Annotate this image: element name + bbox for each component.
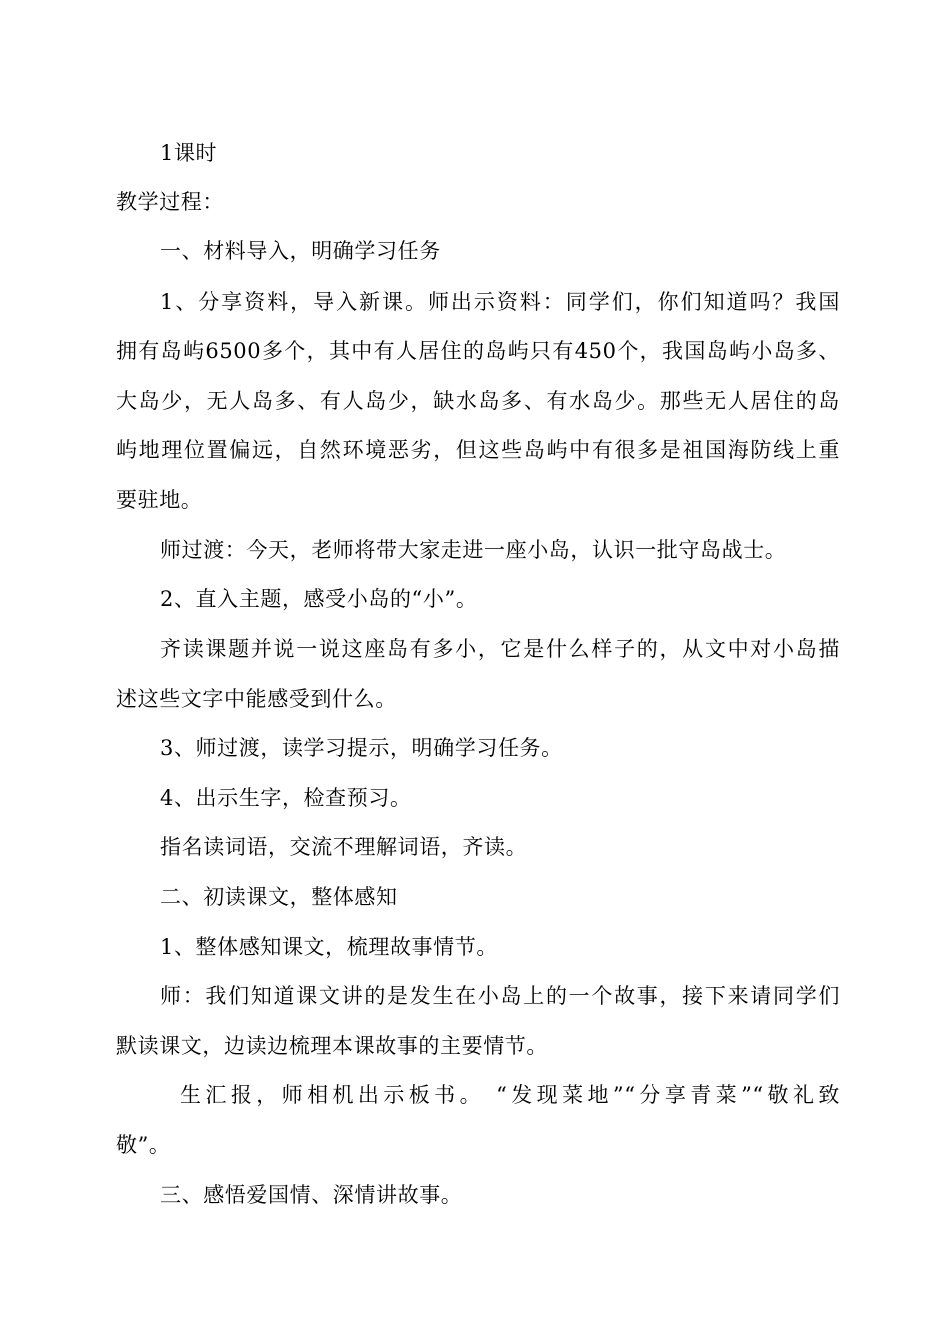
class-period: 1课时 (160, 141, 218, 165)
paragraph-line: 生汇报，师相机出示板书。 “发现菜地”“分享青菜”“敬礼致 (180, 1083, 840, 1107)
step-heading: 4、出示生字，检查预习。 (160, 786, 412, 810)
paragraph-line: 师过渡：今天，老师将带大家走进一座小岛，认识一批守岛战士。 (160, 538, 787, 562)
paragraph-line: 拥有岛屿6500多个，其中有人居住的岛屿只有450个，我国岛屿小岛多、 (116, 339, 840, 363)
heading-part-1: 一、材料导入，明确学习任务 (160, 239, 441, 263)
paragraph-line: 指名读词语，交流不理解词语，齐读。 (160, 835, 528, 859)
paragraph-line: 1、分享资料，导入新课。师出示资料：同学们，你们知道吗？我国 (160, 290, 840, 314)
paragraph-line: 屿地理位置偏远，自然环境恶劣，但这些岛屿中有很多是祖国海防线上重 (116, 438, 840, 462)
heading-part-3: 三、感悟爱国情、深情讲故事。 (160, 1183, 463, 1207)
paragraph-line: 默读课文，边读边梳理本课故事的主要情节。 (116, 1034, 548, 1058)
paragraph-line: 述这些文字中能感受到什么。 (116, 687, 397, 711)
paragraph-line: 师：我们知道课文讲的是发生在小岛上的一个故事，接下来请同学们 (160, 984, 840, 1008)
section-heading-teaching-process: 教学过程： (116, 190, 224, 214)
step-heading: 3、师过渡，读学习提示，明确学习任务。 (160, 736, 563, 760)
step-heading: 2、直入主题，感受小岛的“小”。 (160, 587, 478, 611)
paragraph-line: 齐读课题并说一说这座岛有多小，它是什么样子的，从文中对小岛描 (160, 637, 840, 661)
paragraph-line: 要驻地。 (116, 488, 203, 512)
paragraph-line: 敬”。 (116, 1133, 171, 1157)
step-heading: 1、整体感知课文，梳理故事情节。 (160, 935, 498, 959)
heading-part-2: 二、初读课文，整体感知 (160, 885, 398, 909)
paragraph-line: 大岛少，无人岛多、有人岛少，缺水岛多、有水岛少。那些无人居住的岛 (116, 389, 840, 413)
